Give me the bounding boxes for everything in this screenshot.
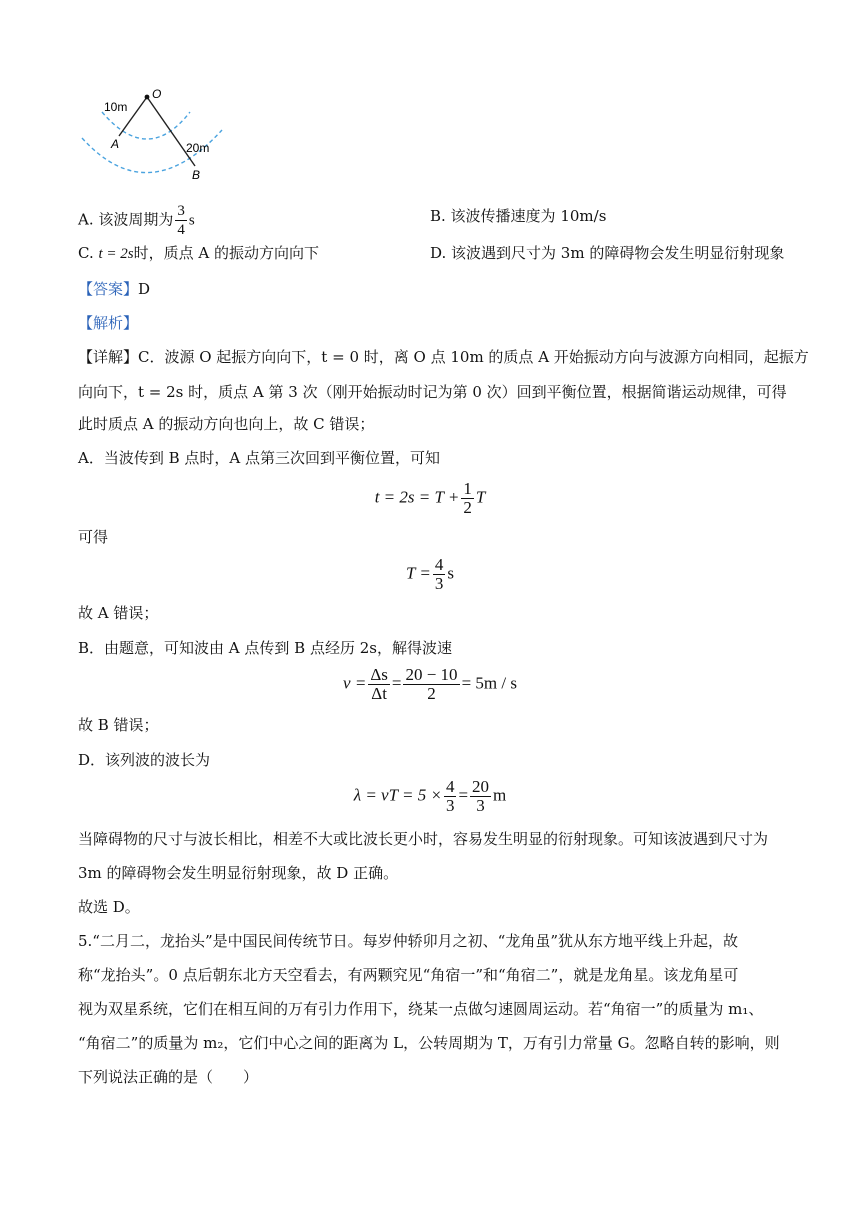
option-a: A. 该波周期为 $\frac{3}{4}$ s [78, 203, 195, 238]
wave-figure [78, 86, 228, 186]
option-b: B. 该波传播速度为 10m/s [430, 207, 607, 225]
detail-d-line-3: 3m 的障碍物会发生明显衍射现象，故 D 正确。 [78, 864, 399, 882]
label-A: A [111, 137, 120, 151]
detail-d-intro: D．该列波的波长为 [78, 751, 211, 769]
b-wrong-line: 故 B 错误； [78, 716, 159, 734]
detail-line-2: 向向下，t = 2s 时，质点 A 第 3 次（刚开始振动时记为第 0 次）回到平衡位置，根据简谐运动规律，可得 [78, 383, 787, 401]
label-20m: 20m [186, 141, 210, 155]
question5-line-2: 称“龙抬头”。0 点后朝东北方天空看去，有两颗究见“角宿一”和“角宿二”，就是龙角星。该龙角星可 [78, 966, 739, 984]
detail-d-line-2: 当障碍物的尺寸与波长相比，相差不大或比波长更小时，容易发生明显的衍射现象。可知该波遇到尺寸为 [78, 830, 769, 848]
a-wrong-line: 故 A 错误； [78, 604, 159, 622]
analysis-heading: 【解析】 [78, 314, 139, 332]
label-B: B [192, 168, 201, 182]
choose-line: 故选 D。 [78, 898, 140, 916]
option-c: C. t = 2s时，质点 A 的振动方向向下 [78, 244, 320, 262]
kede-line: 可得 [78, 528, 109, 546]
equation-period: T = $\frac{4}{3}$ s [406, 555, 454, 593]
equation-wavelength: λ = vT = 5 × $\frac{4}{3}$ = $\frac{20}{3}$ m [353, 777, 507, 815]
detail-b-intro: B．由题意，可知波由 A 点传到 B 点经历 2s，解得波速 [78, 639, 452, 657]
question5-line-5: 下列说法正确的是（ ） [78, 1068, 259, 1086]
detail-a-intro: A．当波传到 B 点时，A 点第三次回到平衡位置，可知 [78, 449, 440, 467]
question5-line-4: “角宿二”的质量为 m₂，它们中心之间的距离为 L，公转周期为 T，万有引力常量 G。忽略自转的影响，则 [78, 1034, 780, 1052]
option-d: D. 该波遇到尺寸为 3m 的障碍物会发生明显衍射现象 [430, 244, 785, 262]
question5-line-3: 视为双星系统，它们在相互间的万有引力作用下，绕某一点做匀速圆周运动。若“角宿一”的质量为 m₁、 [78, 1000, 764, 1018]
wavefront-inner-arc [102, 112, 190, 139]
detail-line-1: 【详解】C．波源 O 起振方向向下，t = 0 时，离 O 点 10m 的质点 A 开始振动方向与波源方向相同，起振方 [78, 348, 809, 366]
question5-line-1: 5.“二月二，龙抬头”是中国民间传统节日。每岁仲轿卯月之初、“龙角虽”犹从东方地平线上升起，故 [78, 932, 738, 950]
equation-speed: v = $\frac{\Delta s}{\Delta t}$ = $\frac{20 - 10}{2}$ = 5m / s [343, 665, 517, 703]
answer-line: 【答案】D [78, 280, 151, 298]
segment-OB [147, 97, 195, 166]
label-O: O [152, 87, 162, 101]
label-10m: 10m [104, 100, 128, 114]
detail-line-3: 此时质点 A 的振动方向也向上，故 C 错误； [78, 415, 375, 433]
equation-period-sum: t = 2s = T + $\frac{1}{2}$ T [374, 479, 486, 517]
point-O [145, 95, 150, 100]
